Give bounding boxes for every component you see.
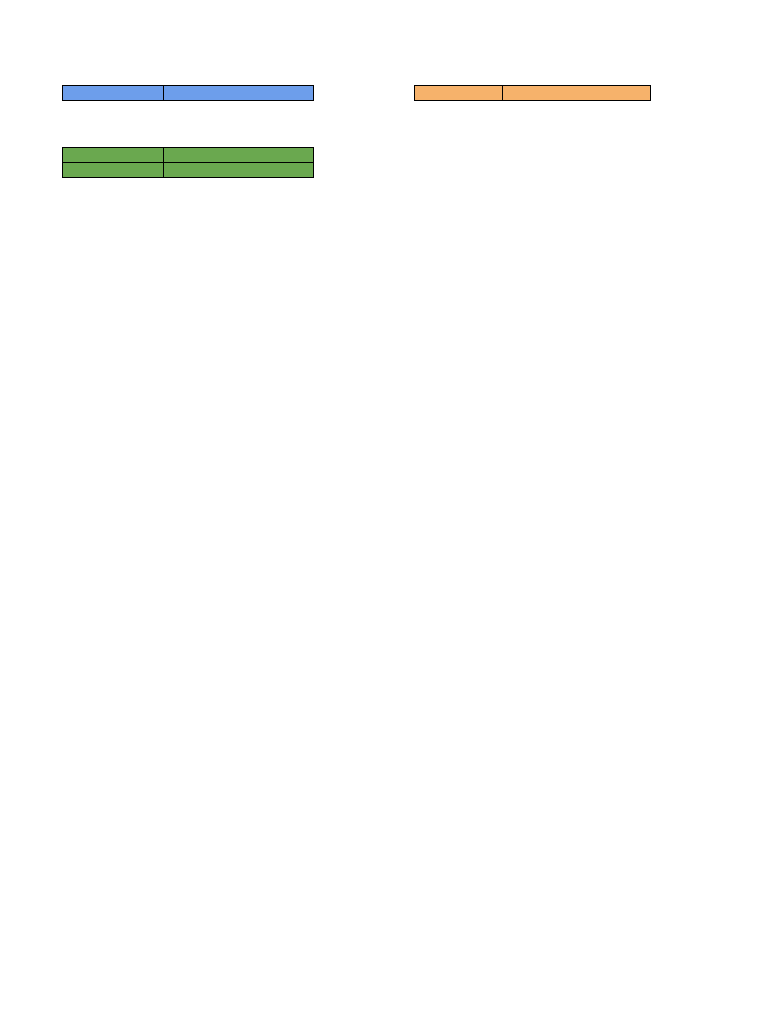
con-lai-value[interactable] xyxy=(163,162,314,178)
tong-chi-label[interactable] xyxy=(62,147,164,163)
vlog-label xyxy=(63,194,163,210)
tong-thu-value[interactable] xyxy=(163,85,314,101)
members-header-number[interactable] xyxy=(414,85,503,101)
vlog-link[interactable] xyxy=(163,194,463,210)
con-lai-note[interactable] xyxy=(314,162,414,194)
tong-chi-value[interactable] xyxy=(163,147,314,163)
members-header-name[interactable] xyxy=(502,85,651,101)
con-lai-label[interactable] xyxy=(62,162,164,178)
tong-thu-label[interactable] xyxy=(62,85,164,101)
tong-chi-note[interactable] xyxy=(314,147,414,163)
